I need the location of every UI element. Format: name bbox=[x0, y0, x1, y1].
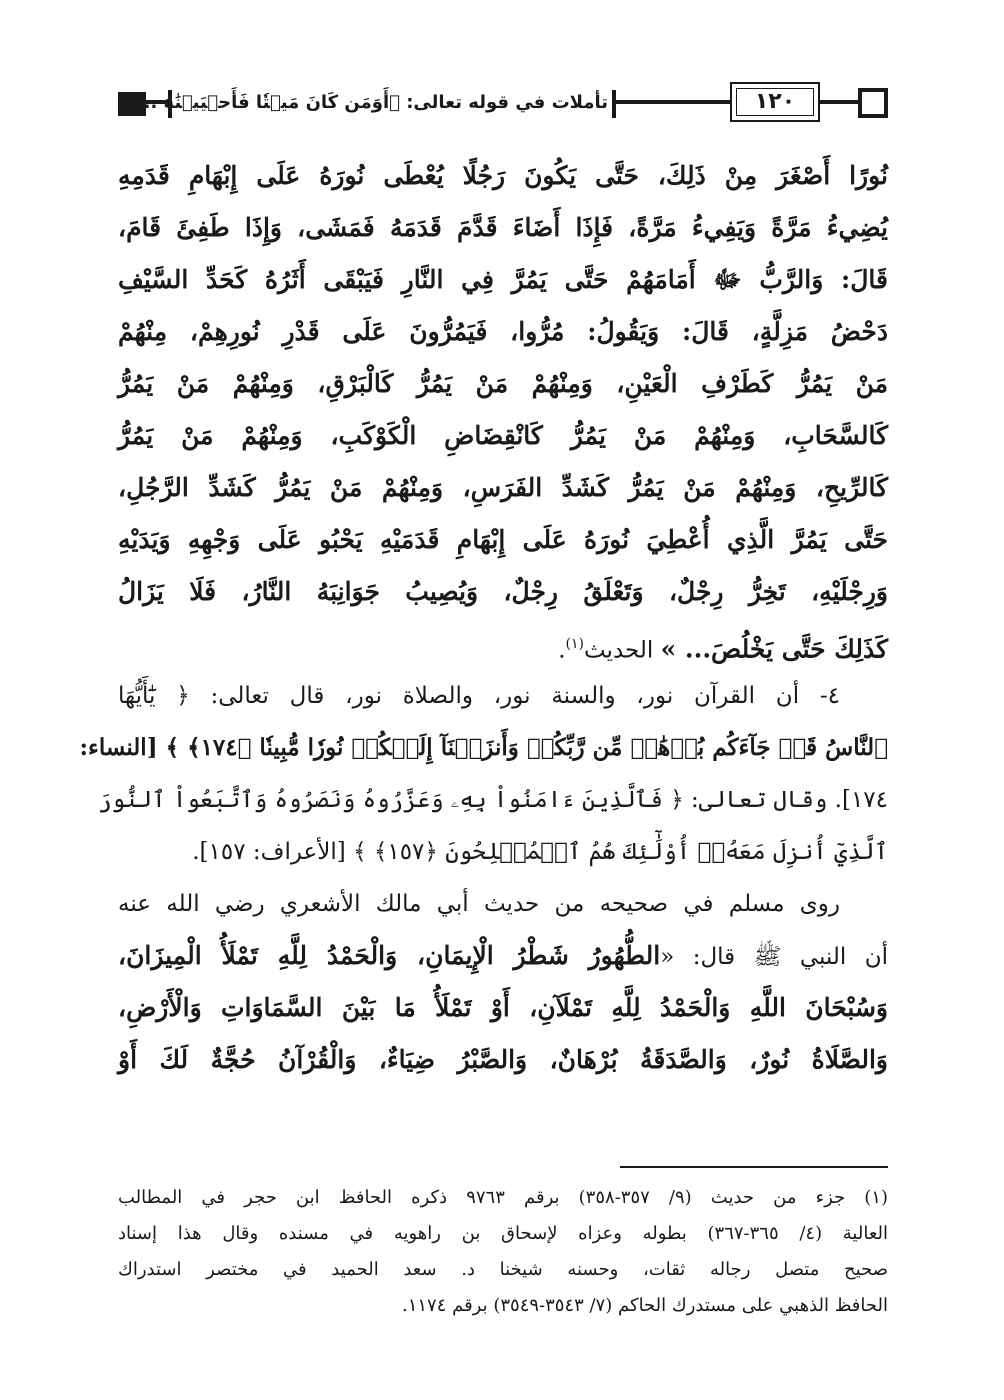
hadith-line: وَالصَّلَاةُ نُورٌ، وَالصَّدَقَةُ بُرْهَانٌ، وَالصَّبْرُ ضِيَاءٌ، وَالْقُرْآنُ حُجَّةٌ لَكَ أَوْ bbox=[118, 1045, 888, 1074]
footnotes bbox=[118, 1180, 888, 1324]
quran-verse-line: ٱلَّذِيٓ أُنزِلَ مَعَهُۥٓ أُوْلَٰٓئِكَ هُمُ ٱلۡمُفۡلِحُونَ ﴿١٥٧﴾ ﴾ [الأعراف: ١٥٧]. bbox=[192, 839, 888, 865]
body-line: دَحْضُ مَزِلَّةٍ، قَالَ: وَيَقُولُ: مُرُّوا، فَيَمُرُّونَ عَلَى قَدْرِ نُورِهِمْ، مِنْهُمْ bbox=[118, 317, 888, 346]
body-line: نُورًا أَصْغَرَ مِنْ ذَلِكَ، حَتَّى يَكُونَ رَجُلًا يُعْطَى نُورَهُ عَلَى إِبْهَامِ قَدَمِهِ bbox=[118, 161, 888, 190]
quran-verse-line: ١٧٤]. وقال تعالى: ﴿ فَٱلَّذِينَ ءَامَنُواْ بِهِۦ وَعَزَّرُوهُ وَنَصَرُوهُ وَٱتَّبَعُواْ ٱلنُّورَ bbox=[98, 787, 888, 813]
footnote-line: صحيح متصل رجاله ثقات، وحسنه شيخنا د. سعد الحميد في مختصر استدراك bbox=[118, 1259, 888, 1280]
header-ornament-bar bbox=[612, 90, 616, 118]
hadith-intro-line: روى مسلم في صحيحه من حديث أبي مالك الأشعري رضي الله عنه bbox=[118, 891, 840, 917]
header-rule bbox=[616, 100, 730, 104]
running-header bbox=[118, 80, 888, 128]
quran-verse-line: ٱلنَّاسُ قَدۡ جَآءَكُم بُرۡهَٰنٞ مِّن رَّبِّكُمۡ وَأَنزَلۡنَآ إِلَيۡكُمۡ نُورٗا مُّبِينٗا ﴿١٧٤﴾ ﴾ [النساء: bbox=[79, 734, 888, 761]
hadith-text: الطُّهُورُ شَطْرُ الْإِيمَانِ، وَالْحَمْدُ لِلَّهِ تَمْلَأُ الْمِيزَانَ، bbox=[118, 941, 661, 970]
body-line bbox=[118, 618, 888, 670]
hadith-line bbox=[118, 930, 888, 982]
body-line: وَرِجْلَيْهِ، تَخِرُّ رِجْلٌ، وَتَعْلَقُ رِجْلٌ، وَيُصِيبُ جَوَانِبَهُ النَّارُ، فَلَا يَزَالُ bbox=[118, 577, 888, 606]
hadith-ending: كَذَلِكَ حَتَّى يَخْلُصَ... » bbox=[660, 634, 888, 664]
body-line: يُضِيءُ مَرَّةً وَيَفِيءُ مَرَّةً، فَإِذَا أَضَاءَ قَدَّمَ قَدَمَهُ فَمَشَى، وَإِذَا طَفِئَ قَامَ، bbox=[118, 213, 888, 242]
hadith-line: وَسُبْحَانَ اللَّهِ وَالْحَمْدُ لِلَّهِ تَمْلَآنِ، أَوْ تَمْلَأُ مَا بَيْنَ السَّمَاوَاتِ وَالْأَرْضِ، bbox=[118, 993, 888, 1022]
point-4-line: ٤- أن القرآن نور، والسنة نور، والصلاة نور، قال تعالى: ﴿ يَٰٓأَيُّهَا bbox=[118, 683, 840, 709]
body-line: كَالرِّيحِ، وَمِنْهُمْ مَنْ يَمُرُّ كَشَدِّ الفَرَسِ، وَمِنْهُمْ مَنْ يَمُرُّ كَشَدِّ الرَّجُلِ، bbox=[118, 473, 888, 502]
hadith-label: الحديث bbox=[583, 637, 661, 664]
hadith-attribution: أن النبي ﷺ قال: « bbox=[660, 944, 888, 970]
page-number-frame bbox=[730, 82, 820, 122]
line-end: . bbox=[558, 637, 566, 664]
body-line: مَنْ يَمُرُّ كَطَرْفِ الْعَيْنِ، وَمِنْهُمْ مَنْ يَمُرُّ كَالْبَرْقِ، وَمِنْهُمْ مَنْ يَمُرُّ bbox=[118, 369, 888, 398]
header-rule bbox=[820, 100, 858, 104]
footnote-ref: (١) bbox=[565, 636, 584, 652]
header-ornament-box bbox=[858, 88, 888, 118]
page-body bbox=[79, 150, 888, 1086]
footnote-line: الحافظ الذهبي على مستدرك الحاكم (٧/ ٣٥٤٣-٣٥٤٩) برقم ١١٧٤. bbox=[401, 1295, 888, 1316]
body-line: حَتَّى يَمُرَّ الَّذِي أُعْطِيَ نُورَهُ عَلَى إِبْهَامِ قَدَمَيْهِ يَحْبُو عَلَى وَجْهِهِ وَيَدَيْهِ bbox=[118, 525, 888, 554]
footnote-line: العالية (٤/ ٣٦٥-٣٦٧) بطوله وعزاه لإسحاق بن راهويه في مسنده وقال هذا إسناد bbox=[118, 1223, 888, 1244]
footnote-separator bbox=[620, 1166, 888, 1168]
footnote-line: (١) جزء من حديث (٩/ ٣٥٧-٣٥٨) برقم ٩٧٦٣ ذكره الحافظ ابن حجر في المطالب bbox=[118, 1187, 888, 1208]
body-line: كَالسَّحَابِ، وَمِنْهُمْ مَنْ يَمُرُّ كَانْقِضَاضِ الْكَوْكَبِ، وَمِنْهُمْ مَنْ يَمُرُّ bbox=[118, 421, 888, 450]
page-number: ١٢٠ bbox=[754, 89, 796, 114]
body-line: قَالَ: وَالرَّبُّ ﷻ أَمَامَهُمْ حَتَّى يَمُرَّ فِي النَّارِ فَيَبْقَى أَثَرُهُ كَحَدِّ السَّيْفِ bbox=[118, 265, 888, 294]
running-title: تأملات في قوله تعالى: ﴿أَوَمَن كَانَ مَيۡتٗا فَأَحۡيَيۡنَٰهُ ...﴾ bbox=[125, 92, 608, 113]
